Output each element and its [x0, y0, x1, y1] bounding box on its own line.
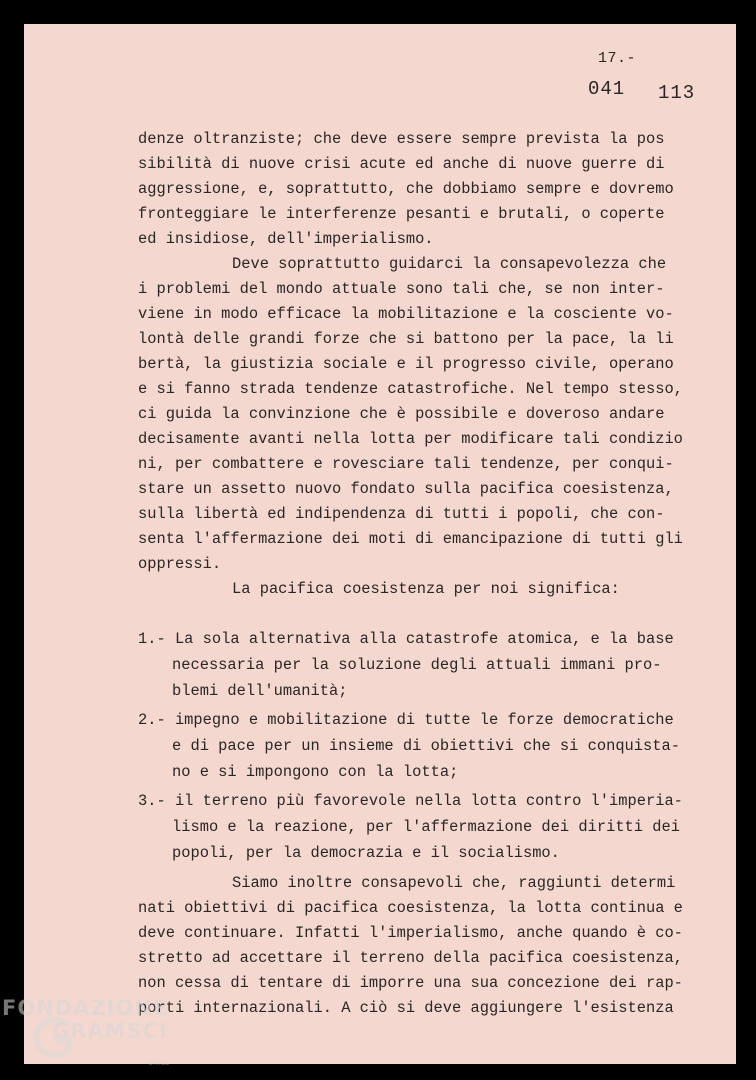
text-line: ci guida la convinzione che è possibile e doveroso andare — [138, 405, 665, 423]
archive-code: 041 — [588, 78, 626, 100]
sheet-number: 17.- — [598, 50, 637, 67]
text-line: non cessa di tentare di imporre una sua concezione dei rap- — [138, 974, 683, 992]
text-line: ed insidiose, dell'imperialismo. — [138, 230, 434, 248]
text-line: stretto ad accettare il terreno della pacifica coesistenza, — [138, 949, 683, 967]
text-line: Deve soprattutto guidarci la consapevolezza che — [232, 255, 667, 273]
list-item-line: 1.- La sola alternativa alla catastrofe atomica, e la base — [138, 630, 674, 648]
text-line: denze oltranziste; che deve essere sempre prevista la pos — [138, 130, 665, 148]
text-line: nati obiettivi di pacifica coesistenza, la lotta continua e — [138, 899, 683, 917]
text-line: porti internazionali. A ciò si deve aggiungere l'esistenza — [138, 999, 674, 1017]
text-line: viene in modo efficace la mobilitazione e la cosciente vo- — [138, 305, 674, 323]
text-line: deve continuare. Infatti l'imperialismo, anche quando è co- — [138, 924, 683, 942]
text-line: stare un assetto nuovo fondato sulla pacifica coesistenza, — [138, 480, 674, 498]
text-line: fronteggiare le interferenze pesanti e brutali, o coperte — [138, 205, 665, 223]
text-line: senta l'affermazione dei moti di emancipazione di tutti gli — [138, 530, 683, 548]
list-item-line: e di pace per un insieme di obiettivi che si conquista- — [172, 737, 680, 755]
list-item-line: lismo e la reazione, per l'affermazione dei diritti dei — [172, 818, 680, 836]
text-line: bertà, la giustizia sociale e il progresso civile, operano — [138, 355, 674, 373]
text-line: i problemi del mondo attuale sono tali che, se non inter- — [138, 280, 665, 298]
text-line: Siamo inoltre consapevoli che, raggiunti determi — [232, 874, 676, 892]
text-line: sulla libertà ed indipendenza di tutti i popoli, che con- — [138, 505, 665, 523]
watermark-small-text: onlus — [148, 1058, 170, 1067]
archive-page-number: 113 — [658, 82, 696, 104]
watermark-line-1: FONDAZIONE — [2, 996, 169, 1020]
text-line: lontà delle grandi forze che si battono per la pace, la li — [138, 330, 674, 348]
list-item-line: 3.- il terreno più favorevole nella lotta contro l'imperia- — [138, 792, 683, 810]
watermark — [2, 998, 168, 1042]
text-line: La pacifica coesistenza per noi significa: — [232, 580, 620, 598]
watermark-line-2: GRAMSCI — [52, 1019, 168, 1043]
list-item-line: necessaria per la soluzione degli attuali immani pro- — [172, 656, 662, 674]
list-item-line: 2.- impegno e mobilitazione di tutte le forze democratiche — [138, 711, 674, 729]
text-line: ni, per combattere e rovesciare tali tendenze, per conqui- — [138, 455, 674, 473]
list-item-line: popoli, per la democrazia e il socialismo. — [172, 844, 560, 862]
text-line: aggressione, e, soprattutto, che dobbiamo sempre e dovremo — [138, 180, 674, 198]
text-line: decisamente avanti nella lotta per modificare tali condizio — [138, 430, 683, 448]
list-item-line: blemi dell'umanità; — [172, 682, 348, 700]
text-line: oppressi. — [138, 555, 222, 573]
list-item-line: no e si impongono con la lotta; — [172, 763, 459, 781]
text-line: sibilità di nuove crisi acute ed anche di nuove guerre di — [138, 155, 665, 173]
text-line: e si fanno strada tendenze catastrofiche. Nel tempo stesso, — [138, 380, 683, 398]
